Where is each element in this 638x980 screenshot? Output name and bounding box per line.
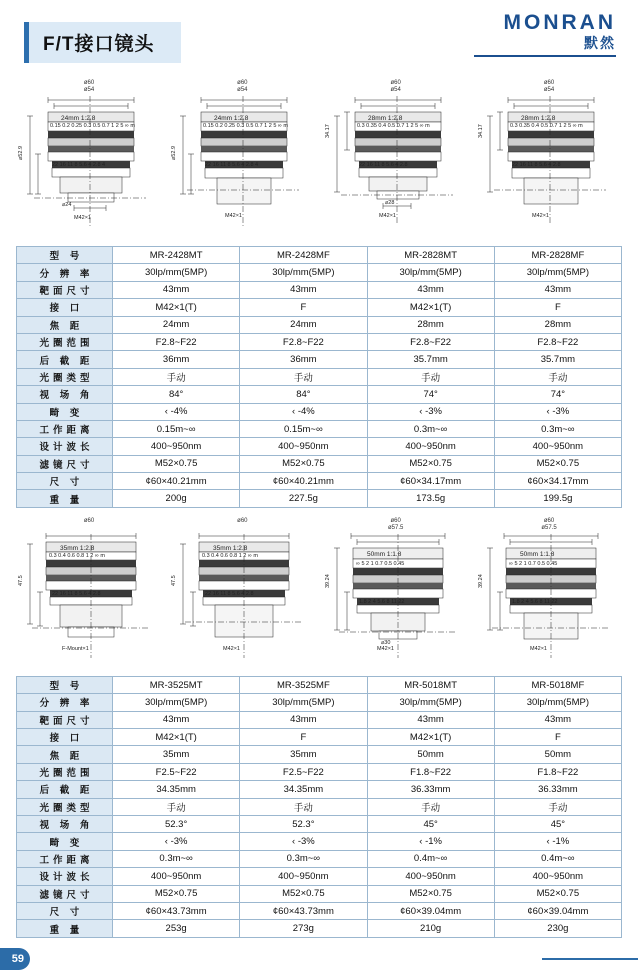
drawing-6-svg bbox=[169, 532, 315, 664]
cell: MR-3525MF bbox=[240, 676, 367, 693]
cell: F bbox=[494, 299, 621, 316]
cell: F2.8~F22 bbox=[367, 333, 494, 350]
brand-name-cn: 默然 bbox=[584, 35, 616, 51]
drawing-8-scale-b: 1.8 2 4 5.6 8 11 22 bbox=[511, 598, 558, 605]
cell: M52×0.75 bbox=[367, 885, 494, 902]
cell: M52×0.75 bbox=[113, 455, 240, 472]
cell: 0.15m~∞ bbox=[113, 420, 240, 437]
cell: ‹ -1% bbox=[367, 833, 494, 850]
cell: ‹ -4% bbox=[113, 403, 240, 420]
spec-table-2-body bbox=[17, 676, 622, 937]
table-row bbox=[17, 333, 622, 350]
cell: 30lp/mm(5MP) bbox=[494, 264, 621, 281]
cell: 28mm bbox=[367, 316, 494, 333]
drawing-row-bottom bbox=[0, 516, 638, 666]
row-label: 视 场 角 bbox=[17, 386, 113, 403]
row-label: 后 截 距 bbox=[17, 781, 113, 798]
drawing-7-mount: M42×1 bbox=[376, 645, 394, 652]
row-label: 滤镜尺寸 bbox=[17, 455, 113, 472]
cell: MR-2428MT bbox=[113, 247, 240, 264]
cell: ¢60×43.73mm bbox=[113, 902, 240, 919]
row-label: 靶面尺寸 bbox=[17, 281, 113, 298]
cell: 0.3m~∞ bbox=[367, 420, 494, 437]
drawing-3-dim-inner: ø54 bbox=[390, 87, 401, 93]
cell: 253g bbox=[113, 920, 240, 937]
footer-rule bbox=[542, 958, 638, 960]
drawing-3-mount: M42×1 bbox=[378, 213, 396, 219]
cell: F bbox=[240, 299, 367, 316]
row-label: 重 量 bbox=[17, 490, 113, 507]
brand-logo bbox=[474, 12, 616, 57]
drawing-3-bottom-dim: ⌀28 bbox=[384, 200, 395, 206]
cell: 43mm bbox=[240, 281, 367, 298]
drawing-5-left-dim: 47.5 bbox=[18, 575, 24, 586]
cell: 45° bbox=[494, 815, 621, 832]
drawing-4-top-dims bbox=[476, 80, 622, 94]
row-label: 光圈范围 bbox=[17, 333, 113, 350]
table-row bbox=[17, 455, 622, 472]
cell: 手动 bbox=[240, 368, 367, 385]
cell: 84° bbox=[240, 386, 367, 403]
cell: ‹ -3% bbox=[367, 403, 494, 420]
table-row bbox=[17, 694, 622, 711]
cell: 30lp/mm(5MP) bbox=[494, 694, 621, 711]
table-row bbox=[17, 386, 622, 403]
cell: 手动 bbox=[113, 798, 240, 815]
cell: 43mm bbox=[240, 711, 367, 728]
cell: 74° bbox=[494, 386, 621, 403]
table-row bbox=[17, 850, 622, 867]
drawing-1-focal: 24mm 1:2.8 bbox=[61, 115, 96, 122]
table-row bbox=[17, 264, 622, 281]
drawing-6-dim-outer: ø60 bbox=[237, 517, 248, 524]
row-label: 畸 变 bbox=[17, 833, 113, 850]
row-label: 靶面尺寸 bbox=[17, 711, 113, 728]
cell: 34.35mm bbox=[240, 781, 367, 798]
cell: 400~950nm bbox=[240, 868, 367, 885]
table-row bbox=[17, 438, 622, 455]
drawing-6-mount: M42×1 bbox=[223, 645, 241, 652]
drawing-6-top-dims bbox=[169, 518, 315, 525]
drawing-1-dim-inner: ø54 bbox=[83, 87, 95, 93]
cell: MR-2828MT bbox=[367, 247, 494, 264]
row-label: 型 号 bbox=[17, 676, 113, 693]
spec-table-1-body bbox=[17, 247, 622, 508]
cell: 手动 bbox=[494, 798, 621, 815]
row-label: 分 辨 率 bbox=[17, 264, 113, 281]
cell: ‹ -3% bbox=[240, 833, 367, 850]
cell: 400~950nm bbox=[113, 438, 240, 455]
table-row bbox=[17, 351, 622, 368]
lens-drawing-4 bbox=[476, 78, 622, 236]
drawing-4-scale-b: 22 16 11 8 5.6 4 2.8 bbox=[511, 162, 561, 168]
page-number: 59 bbox=[0, 948, 30, 970]
lens-drawing-6 bbox=[169, 516, 315, 666]
cell: 0.4m~∞ bbox=[494, 850, 621, 867]
row-label: 工作距离 bbox=[17, 850, 113, 867]
row-label: 分 辨 率 bbox=[17, 694, 113, 711]
cell: F bbox=[240, 729, 367, 746]
cell: 230g bbox=[494, 920, 621, 937]
cell: 24mm bbox=[113, 316, 240, 333]
table-row bbox=[17, 247, 622, 264]
brand-rule bbox=[474, 55, 616, 57]
drawing-1-scale-a: 0.15 0.2 0.25 0.3 0.5 0.7 1 2 5 ∞ m bbox=[50, 123, 135, 129]
drawing-8-top-dims bbox=[476, 518, 622, 532]
cell: MR-5018MT bbox=[367, 676, 494, 693]
drawing-8-scale-a: ∞ 5 2 1 0.7 0.5 0.45 bbox=[508, 560, 558, 567]
drawing-4-dim-inner: ø54 bbox=[543, 87, 555, 93]
drawing-4-dim-outer: ø60 bbox=[543, 80, 555, 86]
table-row bbox=[17, 920, 622, 937]
table-row bbox=[17, 368, 622, 385]
drawing-3-scale-b: 22 16 11 8 5.6 4 2.8 bbox=[358, 162, 408, 168]
cell: 43mm bbox=[494, 711, 621, 728]
cell: M52×0.75 bbox=[367, 455, 494, 472]
drawing-8-focal: 50mm 1:1.8 bbox=[519, 550, 555, 558]
lens-drawing-7 bbox=[323, 516, 469, 666]
row-label: 型 号 bbox=[17, 247, 113, 264]
drawing-3-left-dim: 34.17 bbox=[324, 124, 331, 138]
drawing-5-svg bbox=[16, 532, 162, 664]
cell: F bbox=[494, 729, 621, 746]
cell: 24mm bbox=[240, 316, 367, 333]
table-row bbox=[17, 676, 622, 693]
row-label: 焦 距 bbox=[17, 746, 113, 763]
cell: 84° bbox=[113, 386, 240, 403]
drawing-4-mount: M42×1 bbox=[531, 213, 549, 219]
table-row bbox=[17, 316, 622, 333]
row-label: 光圈类型 bbox=[17, 368, 113, 385]
drawing-7-svg bbox=[323, 532, 469, 664]
cell: 0.4m~∞ bbox=[367, 850, 494, 867]
drawing-1-top-dims bbox=[16, 80, 162, 94]
table-row bbox=[17, 473, 622, 490]
drawing-row-top bbox=[0, 78, 638, 236]
row-label: 光圈类型 bbox=[17, 798, 113, 815]
drawing-5-dim-outer: ø60 bbox=[83, 517, 95, 524]
cell: 199.5g bbox=[494, 490, 621, 507]
drawing-7-dim-outer: ø60 bbox=[390, 517, 401, 524]
lens-drawing-1 bbox=[16, 78, 162, 236]
drawing-4-svg bbox=[476, 94, 622, 232]
cell: 43mm bbox=[367, 711, 494, 728]
table-row bbox=[17, 711, 622, 728]
drawing-3-focal: 28mm 1:2.8 bbox=[367, 115, 402, 122]
cell: 35mm bbox=[240, 746, 367, 763]
cell: 0.3m~∞ bbox=[240, 850, 367, 867]
cell: 手动 bbox=[367, 368, 494, 385]
cell: ‹ -4% bbox=[240, 403, 367, 420]
table-row bbox=[17, 420, 622, 437]
drawing-4-left-dim: 34.17 bbox=[477, 124, 484, 138]
cell: M42×1(T) bbox=[367, 729, 494, 746]
drawing-5-scale-b: 22 16 11 8 5.6 4 2.8 bbox=[52, 590, 101, 597]
drawing-3-scale-a: 0.3 0.35 0.4 0.5 0.7 1 2 5 ∞ m bbox=[356, 123, 430, 129]
row-label: 重 量 bbox=[17, 920, 113, 937]
cell: MR-3525MT bbox=[113, 676, 240, 693]
cell: 30lp/mm(5MP) bbox=[113, 694, 240, 711]
drawing-2-scale-a: 0.15 0.2 0.25 0.3 0.5 0.7 1 2 5 ∞ m bbox=[203, 123, 289, 129]
page-title: F/T接口镜头 bbox=[24, 22, 181, 63]
drawing-7-bottom-dim: ⌀30 bbox=[380, 639, 391, 646]
cell: F1.8~F22 bbox=[367, 763, 494, 780]
drawing-7-focal: 50mm 1:1.8 bbox=[366, 550, 401, 558]
table-row bbox=[17, 833, 622, 850]
cell: 400~950nm bbox=[494, 438, 621, 455]
cell: ¢60×34.17mm bbox=[494, 473, 621, 490]
table-row bbox=[17, 403, 622, 420]
cell: 273g bbox=[240, 920, 367, 937]
cell: 30lp/mm(5MP) bbox=[240, 264, 367, 281]
cell: 400~950nm bbox=[240, 438, 367, 455]
cell: 400~950nm bbox=[367, 438, 494, 455]
cell: ¢60×39.04mm bbox=[494, 902, 621, 919]
spec-table-1 bbox=[16, 246, 622, 508]
row-label: 焦 距 bbox=[17, 316, 113, 333]
drawing-1-scale-b: 22 16 11 8 5.6 4 2.8 4 bbox=[52, 162, 106, 168]
cell: 0.15m~∞ bbox=[240, 420, 367, 437]
cell: M52×0.75 bbox=[240, 455, 367, 472]
row-label: 尺 寸 bbox=[17, 473, 113, 490]
cell: M42×1(T) bbox=[113, 299, 240, 316]
cell: MR-2428MF bbox=[240, 247, 367, 264]
row-label: 工作距离 bbox=[17, 420, 113, 437]
cell: 36mm bbox=[113, 351, 240, 368]
drawing-5-mount: F-Mount×1 bbox=[62, 645, 89, 652]
cell: 36.33mm bbox=[494, 781, 621, 798]
drawing-3-dim-outer: ø60 bbox=[390, 80, 401, 86]
table-row bbox=[17, 763, 622, 780]
cell: 74° bbox=[367, 386, 494, 403]
cell: 手动 bbox=[240, 798, 367, 815]
brand-name: MONRAN bbox=[503, 11, 616, 34]
drawing-6-focal: 35mm 1:2.8 bbox=[213, 544, 248, 552]
cell: 35.7mm bbox=[367, 351, 494, 368]
table-row bbox=[17, 299, 622, 316]
cell: 36.33mm bbox=[367, 781, 494, 798]
drawing-2-top-dims bbox=[169, 80, 315, 94]
table-row bbox=[17, 885, 622, 902]
lens-drawing-8 bbox=[476, 516, 622, 666]
drawing-7-scale-b: 1.8 2 4 5.6 8 11 22 bbox=[358, 598, 405, 605]
row-label: 后 截 距 bbox=[17, 351, 113, 368]
spec-table-2 bbox=[16, 676, 622, 938]
cell: 30lp/mm(5MP) bbox=[367, 694, 494, 711]
drawing-3-top-dims bbox=[323, 80, 469, 94]
cell: MR-5018MF bbox=[494, 676, 621, 693]
cell: ¢60×43.73mm bbox=[240, 902, 367, 919]
drawing-5-top-dims bbox=[16, 518, 162, 525]
drawing-8-svg bbox=[476, 532, 622, 664]
drawing-7-scale-a: ∞ 5 2 1 0.7 0.5 0.45 bbox=[355, 560, 404, 567]
cell: 50mm bbox=[367, 746, 494, 763]
cell: ‹ -3% bbox=[113, 833, 240, 850]
drawing-4-scale-a: 0.3 0.35 0.4 0.5 0.7 1 2 5 ∞ m bbox=[509, 123, 583, 129]
row-label: 接 口 bbox=[17, 299, 113, 316]
cell: ‹ -1% bbox=[494, 833, 621, 850]
cell: 173.5g bbox=[367, 490, 494, 507]
cell: F2.8~F22 bbox=[240, 333, 367, 350]
row-label: 接 口 bbox=[17, 729, 113, 746]
drawing-2-scale-b: 22 16 11 8 5.6 4 2.8 4 bbox=[205, 162, 259, 168]
drawing-2-focal: 24mm 1:2.8 bbox=[214, 115, 249, 122]
drawing-7-dim-inner: ø57.5 bbox=[387, 524, 404, 531]
lens-drawing-3 bbox=[323, 78, 469, 236]
drawing-8-dim-outer: ø60 bbox=[543, 517, 555, 524]
cell: M42×1(T) bbox=[367, 299, 494, 316]
cell: M52×0.75 bbox=[494, 455, 621, 472]
row-label: 光圈范围 bbox=[17, 763, 113, 780]
cell: ¢60×40.21mm bbox=[240, 473, 367, 490]
table-row bbox=[17, 815, 622, 832]
drawing-1-bottom-dim: ⌀24 bbox=[62, 202, 72, 208]
drawing-6-left-dim: 47.5 bbox=[171, 575, 178, 586]
cell: 400~950nm bbox=[113, 868, 240, 885]
cell: 手动 bbox=[494, 368, 621, 385]
cell: 43mm bbox=[113, 281, 240, 298]
cell: 400~950nm bbox=[494, 868, 621, 885]
drawing-3-svg bbox=[323, 94, 469, 232]
drawing-4-focal: 28mm 1:2.8 bbox=[520, 115, 556, 122]
cell: 45° bbox=[367, 815, 494, 832]
cell: M52×0.75 bbox=[113, 885, 240, 902]
drawing-2-dim-inner: ø54 bbox=[237, 87, 248, 93]
cell: 34.35mm bbox=[113, 781, 240, 798]
row-label: 设计波长 bbox=[17, 868, 113, 885]
drawing-1-dim-outer: ø60 bbox=[83, 80, 95, 86]
drawing-7-top-dims bbox=[323, 518, 469, 532]
cell: M42×1(T) bbox=[113, 729, 240, 746]
table-row bbox=[17, 490, 622, 507]
cell: 30lp/mm(5MP) bbox=[367, 264, 494, 281]
drawing-5-scale-a: 0.3 0.4 0.6 0.8 1 2 ∞ m bbox=[49, 552, 105, 559]
cell: 0.3m~∞ bbox=[494, 420, 621, 437]
cell: 43mm bbox=[367, 281, 494, 298]
drawing-1-svg bbox=[16, 94, 162, 232]
drawing-2-dim-outer: ø60 bbox=[237, 80, 248, 86]
cell: M52×0.75 bbox=[240, 885, 367, 902]
cell: 35mm bbox=[113, 746, 240, 763]
cell: 30lp/mm(5MP) bbox=[113, 264, 240, 281]
drawing-2-mount: M42×1 bbox=[225, 213, 243, 219]
lens-drawing-5 bbox=[16, 516, 162, 666]
drawing-6-scale-b: 22 16 11 8 5.6 4 2.8 bbox=[205, 590, 254, 597]
cell: 手动 bbox=[113, 368, 240, 385]
drawing-7-left-dim: 39.24 bbox=[324, 574, 331, 588]
cell: 400~950nm bbox=[367, 868, 494, 885]
drawing-1-left-dim: ⌀52.9 bbox=[18, 145, 24, 160]
drawing-8-left-dim: 39.24 bbox=[477, 574, 484, 588]
table-row bbox=[17, 781, 622, 798]
cell: ¢60×34.17mm bbox=[367, 473, 494, 490]
row-label: 设计波长 bbox=[17, 438, 113, 455]
cell: 30lp/mm(5MP) bbox=[240, 694, 367, 711]
row-label: 尺 寸 bbox=[17, 902, 113, 919]
cell: ‹ -3% bbox=[494, 403, 621, 420]
cell: 52.3° bbox=[113, 815, 240, 832]
cell: F2.5~F22 bbox=[113, 763, 240, 780]
cell: 35.7mm bbox=[494, 351, 621, 368]
drawing-2-left-dim: ⌀52.9 bbox=[171, 145, 178, 160]
cell: 43mm bbox=[113, 711, 240, 728]
cell: ¢60×40.21mm bbox=[113, 473, 240, 490]
cell: ¢60×39.04mm bbox=[367, 902, 494, 919]
table-row bbox=[17, 281, 622, 298]
drawing-8-mount: M42×1 bbox=[529, 645, 547, 652]
cell: F2.8~F22 bbox=[113, 333, 240, 350]
cell: 36mm bbox=[240, 351, 367, 368]
cell: 0.3m~∞ bbox=[113, 850, 240, 867]
row-label: 滤镜尺寸 bbox=[17, 885, 113, 902]
drawing-5-focal: 35mm 1:2.8 bbox=[60, 544, 95, 552]
cell: F2.5~F22 bbox=[240, 763, 367, 780]
table-row bbox=[17, 798, 622, 815]
table-row bbox=[17, 729, 622, 746]
cell: F1.8~F22 bbox=[494, 763, 621, 780]
cell: 手动 bbox=[367, 798, 494, 815]
cell: 28mm bbox=[494, 316, 621, 333]
page-header bbox=[0, 0, 638, 74]
cell: 43mm bbox=[494, 281, 621, 298]
row-label: 视 场 角 bbox=[17, 815, 113, 832]
table-row bbox=[17, 746, 622, 763]
drawing-2-svg bbox=[169, 94, 315, 232]
cell: 200g bbox=[113, 490, 240, 507]
drawing-6-scale-a: 0.3 0.4 0.6 0.8 1 2 ∞ m bbox=[202, 552, 259, 559]
cell: F2.8~F22 bbox=[494, 333, 621, 350]
cell: 210g bbox=[367, 920, 494, 937]
cell: 227.5g bbox=[240, 490, 367, 507]
drawing-1-mount: M42×1 bbox=[74, 215, 91, 221]
cell: M52×0.75 bbox=[494, 885, 621, 902]
cell: 50mm bbox=[494, 746, 621, 763]
lens-drawing-2 bbox=[169, 78, 315, 236]
cell: MR-2828MF bbox=[494, 247, 621, 264]
row-label: 畸 变 bbox=[17, 403, 113, 420]
drawing-8-dim-inner: ø57.5 bbox=[541, 524, 557, 531]
table-row bbox=[17, 868, 622, 885]
cell: 52.3° bbox=[240, 815, 367, 832]
table-row bbox=[17, 902, 622, 919]
